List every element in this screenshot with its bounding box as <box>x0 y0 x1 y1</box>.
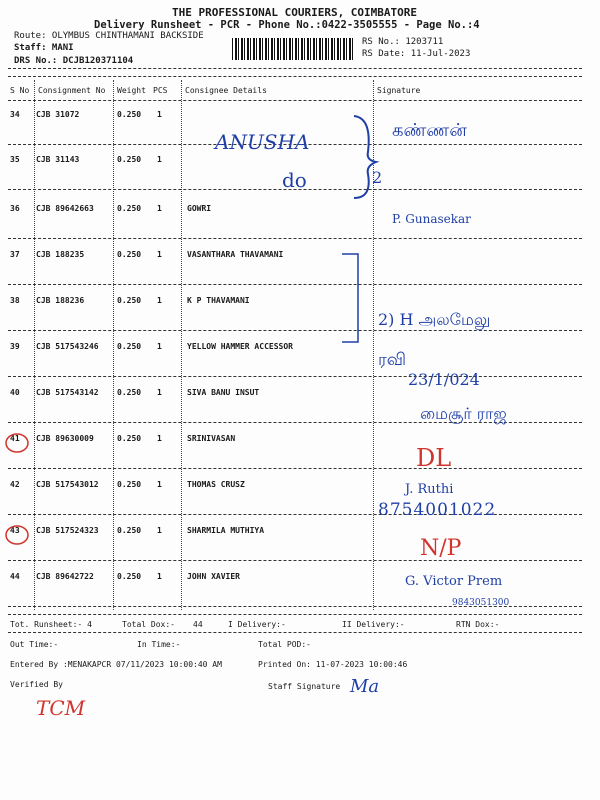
rs-date: RS Date: 11-Jul-2023 <box>362 49 471 59</box>
in-time: In Time:- <box>137 640 181 649</box>
row-pcs: 1 <box>157 480 162 489</box>
row-consignee: SRINIVASAN <box>187 434 236 443</box>
signature-row44: G. Victor Prem <box>405 574 503 589</box>
row-consignee: GOWRI <box>187 204 212 213</box>
row-consignment: CJB 89642722 <box>36 572 94 581</box>
total-pod: Total POD:- <box>258 640 311 649</box>
route: Route: OLYMBUS CHINTHAMANI BACKSIDE <box>14 31 204 41</box>
handwritten-ditto: do <box>282 168 307 192</box>
col-signature: Signature <box>377 86 421 95</box>
col-consignment: Consignment No <box>38 86 106 95</box>
i-delivery: I Delivery:- <box>228 620 286 629</box>
row-consignment: CJB 517524323 <box>36 526 99 535</box>
company-name: THE PROFESSIONAL COURIERS, COIMBATORE <box>172 6 418 19</box>
signature-number: 2 <box>372 168 383 187</box>
row-weight: 0.250 <box>117 110 142 119</box>
row-pcs: 1 <box>157 572 162 581</box>
row-sno: 41 <box>10 434 20 443</box>
row-sno: 40 <box>10 388 20 397</box>
runsheet-title: Delivery Runsheet - PCR - Phone No.:0422-3505555 - Page No.:4 <box>94 19 480 31</box>
circle-mark-41 <box>4 432 30 454</box>
remark-np: N/P <box>420 536 462 561</box>
row-pcs: 1 <box>157 342 162 351</box>
row-divider <box>8 376 582 377</box>
printed-on: Printed On: 11-07-2023 10:00:46 <box>258 660 408 669</box>
signature-alamelu: 2) H அலமேலு <box>378 310 491 329</box>
row-sno: 42 <box>10 480 20 489</box>
row-sno: 37 <box>10 250 20 259</box>
row-sno: 34 <box>10 110 20 119</box>
row-pcs: 1 <box>157 526 162 535</box>
row-pcs: 1 <box>157 434 162 443</box>
row-sno: 38 <box>10 296 20 305</box>
row-consignment: CJB 517543012 <box>36 480 99 489</box>
row-consignee: THOMAS CRUSZ <box>187 480 245 489</box>
rs-number: RS No.: 1203711 <box>362 37 444 47</box>
bracket-mark <box>340 250 370 350</box>
col-weight: Weight <box>117 86 146 95</box>
total-dox-label: Total Dox:- <box>122 620 175 629</box>
row-divider <box>8 330 582 331</box>
verified-by: Verified By <box>10 680 63 689</box>
row-weight: 0.250 <box>117 480 142 489</box>
row-consignment: CJB 517543142 <box>36 388 99 397</box>
handwritten-name: ANUSHA <box>215 130 310 154</box>
row-pcs: 1 <box>157 250 162 259</box>
row-divider <box>8 238 582 239</box>
col-consignee: Consignee Details <box>185 86 267 95</box>
row-sno: 39 <box>10 342 20 351</box>
row-consignment: CJB 188236 <box>36 296 85 305</box>
drs-number: DRS No.: DCJB120371104 <box>14 56 134 66</box>
circle-mark-43 <box>4 524 30 546</box>
row-divider <box>8 284 582 285</box>
row-pcs: 1 <box>157 110 162 119</box>
brace-mark <box>350 112 383 202</box>
row-sno: 35 <box>10 155 20 164</box>
staff-signature-label: Staff Signature <box>268 682 341 691</box>
row-weight: 0.250 <box>117 388 142 397</box>
row-consignment: CJB 89630009 <box>36 434 94 443</box>
row-sno: 44 <box>10 572 20 581</box>
row-weight: 0.250 <box>117 155 142 164</box>
row-weight: 0.250 <box>117 572 142 581</box>
signature-kannan: கண்ணன் <box>392 120 467 141</box>
row-consignment: CJB 31143 <box>36 155 80 164</box>
barcode <box>232 38 354 60</box>
phone-number-2: 9843051300 <box>452 598 510 608</box>
row-pcs: 1 <box>157 155 162 164</box>
row-weight: 0.250 <box>117 296 142 305</box>
row-divider <box>8 468 582 469</box>
row-divider <box>8 560 582 561</box>
phone-number-1: 8754001022 <box>378 500 497 520</box>
row-weight: 0.250 <box>117 342 142 351</box>
row-weight: 0.250 <box>117 250 142 259</box>
total-dox: 44 <box>193 620 203 629</box>
row-weight: 0.250 <box>117 434 142 443</box>
remark-dl: DL <box>416 444 452 472</box>
row-consignee: JOHN XAVIER <box>187 572 240 581</box>
row-consignment: CJB 89642663 <box>36 204 94 213</box>
signature-row42: J. Ruthi <box>405 482 454 497</box>
row-weight: 0.250 <box>117 204 142 213</box>
row-consignee: SIVA BANU INSUT <box>187 388 260 397</box>
row-pcs: 1 <box>157 204 162 213</box>
tot-runsheet: Tot. Runsheet:- 4 <box>10 620 92 629</box>
row-consignee: SHARMILA MUTHIYA <box>187 526 265 535</box>
staff-signature: Ma <box>350 676 380 697</box>
row-weight: 0.250 <box>117 526 142 535</box>
col-sno: S No <box>10 86 30 95</box>
row-consignment: CJB 517543246 <box>36 342 99 351</box>
row-consignee: YELLOW HAMMER ACCESSOR <box>187 342 293 351</box>
out-time: Out Time:- <box>10 640 59 649</box>
col-pcs: PCS <box>153 86 168 95</box>
staff: Staff: MANI <box>14 43 74 53</box>
verified-initials: TCM <box>36 696 86 720</box>
signature-row39: ரவி <box>378 350 407 370</box>
row-consignee: K P THAVAMANI <box>187 296 250 305</box>
row-sno: 36 <box>10 204 20 213</box>
row-consignee: VASANTHARA THAVAMANI <box>187 250 284 259</box>
row-consignment: CJB 188235 <box>36 250 85 259</box>
signature-row39-date: 23/1/024 <box>408 370 480 389</box>
row-sno: 43 <box>10 526 20 535</box>
signature-row40: மைசூர் ராஜ <box>420 404 507 423</box>
rtn-dox: RTN Dox:- <box>456 620 500 629</box>
entered-by: Entered By :MENAKAPCR 07/11/2023 10:00:40 AM <box>10 660 222 669</box>
ii-delivery: II Delivery:- <box>342 620 405 629</box>
row-pcs: 1 <box>157 296 162 305</box>
row-consignment: CJB 31072 <box>36 110 80 119</box>
row-pcs: 1 <box>157 388 162 397</box>
signature-gunasekar: P. Gunasekar <box>392 212 471 226</box>
